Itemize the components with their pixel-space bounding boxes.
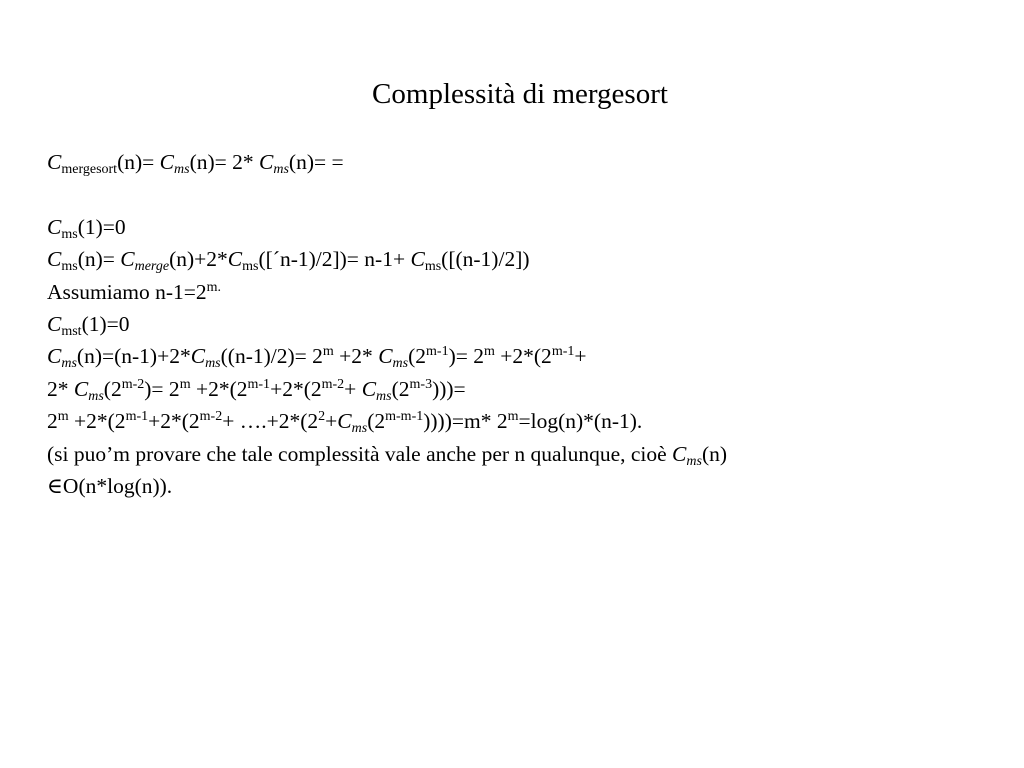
formula-line-recurrence: $C_{ms}(n)=$ $C_{merge}(n)+2*C_{ms}([´n-1)/2])= n-1+ C_{ms}([(n-1)/2])$ [47, 247, 530, 275]
formula-line-mergesort-definition: $C_{mergesort}(n)= C_{ms}(n)= 2*$ $C_{ms}(n)=$ = [47, 150, 344, 177]
element-of-symbol: ∈ [47, 473, 63, 498]
text-line-assumption: Assumiamo $n-1=2^{m.}$ [47, 279, 222, 304]
slide-title: Complessità di mergesort [372, 78, 668, 110]
formula-line-base-case: $C_{ms}(1)=0$ [47, 214, 126, 242]
text-line-big-o: ∈O(n*log(n)). [47, 473, 173, 498]
text-line-conclusion: (si puo’m provare che tale complessità vale anche per n qualunque, cioè $C_{ms}(n)$ [47, 441, 728, 469]
formula-line-expansion-3: $2^m +2*(2^{m-1}+2*(2^{m-2}+$ $\dots.+2*(2^2+C_{ms}(2^{m-m-1}))))=m*$ $2^m=\log(n)*(n-1)$. [47, 409, 643, 437]
formula-line-expansion-1: $C_{ms}(n)=(n-1)+2*C_{ms}((n-1)/2)= 2^m +2*$ $C_{ms}(2^{m-1})= 2^m +2*(2^{m-1}+$ [47, 344, 587, 372]
formula-line-expansion-2: 2* $C_{ms}(2^{m-2})= 2^m +2*(2^{m-1}+2*(2^{m-2}+ C_{ms}(2^{m-3})))=$ [47, 376, 466, 404]
formula-line-base-case-mst: $C_{mst}(1)=0$ [47, 311, 130, 339]
blank-line [47, 178, 1007, 210]
slide-body [47, 146, 1007, 502]
